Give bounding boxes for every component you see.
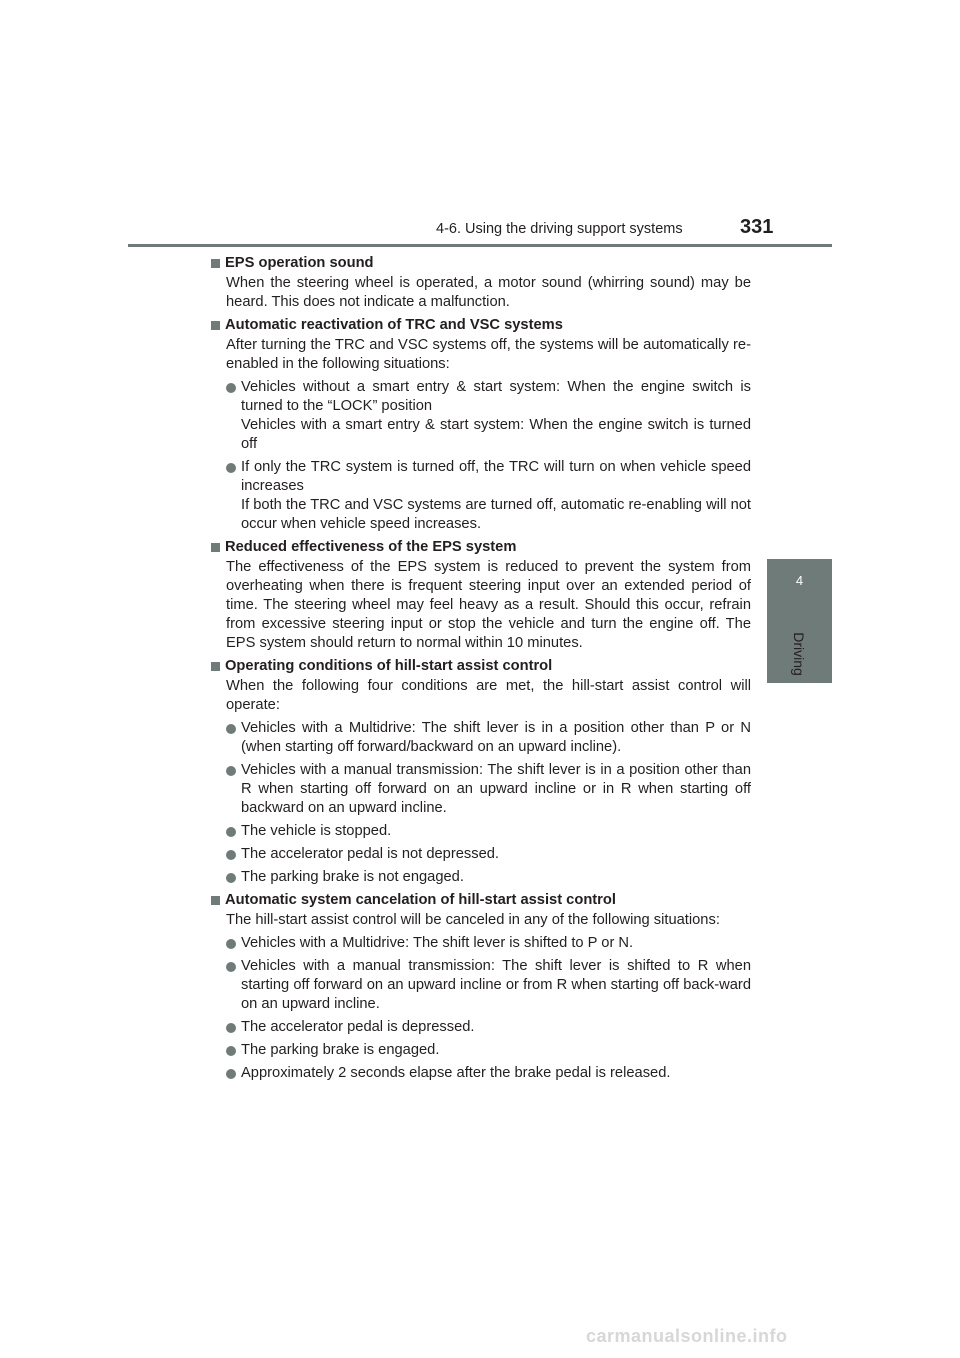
circle-bullet-icon: [226, 850, 236, 860]
section-heading: [210, 254, 751, 273]
list-item: [210, 1018, 751, 1037]
list-item: [210, 1041, 751, 1060]
square-bullet-icon: [211, 259, 220, 268]
section-title: 4-6. Using the driving support systems: [436, 221, 683, 237]
list-item-text: Vehicles with a Multidrive: The shift lever is in a position other than P or N (when starting off forward/backward on an upward incline).: [241, 720, 751, 755]
circle-bullet-icon: [226, 939, 236, 949]
list-item-text: If both the TRC and VSC systems are turned off, automatic re-enabling will not occur when vehicle speed increases.: [241, 497, 751, 532]
chapter-label: Driving: [791, 632, 807, 676]
circle-bullet-icon: [226, 827, 236, 837]
section-heading-text: Operating conditions of hill-start assist control: [225, 658, 553, 674]
section-heading-text: Reduced effectiveness of the EPS system: [225, 539, 517, 555]
section: [210, 316, 751, 534]
section: [210, 254, 751, 312]
section-paragraph: When the following four conditions are met, the hill-start assist control will operate:: [226, 678, 751, 713]
chapter-number: 4: [795, 573, 804, 588]
manual-content: [210, 254, 751, 1087]
circle-bullet-icon: [226, 724, 236, 734]
square-bullet-icon: [211, 896, 220, 905]
circle-bullet-icon: [226, 1069, 236, 1079]
section: [210, 538, 751, 653]
section-heading: [210, 891, 751, 910]
list-item-text: Vehicles without a smart entry & start system: When the engine switch is turned to the “LOCK” position: [241, 379, 751, 414]
section-heading: [210, 316, 751, 335]
list-item-text: Vehicles with a manual transmission: The shift lever is in a position other than R when starting off forward on an upward incline or in R when starting off backward on an upward incline.: [241, 762, 751, 816]
list-item: [210, 934, 751, 953]
list-item: [210, 868, 751, 887]
section-heading-text: Automatic system cancelation of hill-start assist control: [225, 892, 616, 908]
header-divider: [128, 244, 832, 247]
list-item-text: The parking brake is not engaged.: [241, 869, 464, 885]
list-item: [210, 822, 751, 841]
circle-bullet-icon: [226, 1046, 236, 1056]
list-item: [210, 957, 751, 1014]
section-heading: [210, 538, 751, 557]
list-item-text: The vehicle is stopped.: [241, 823, 392, 839]
list-item-text: The accelerator pedal is depressed.: [241, 1019, 475, 1035]
list-item-text: Vehicles with a Multidrive: The shift lever is shifted to P or N.: [241, 935, 634, 951]
list-item-text: Vehicles with a smart entry & start system: When the engine switch is turned off: [241, 417, 751, 452]
section-paragraph: When the steering wheel is operated, a motor sound (whirring sound) may be heard. This does not indicate a malfunction.: [226, 275, 751, 310]
page-number: 331: [740, 216, 774, 238]
section-paragraph: After turning the TRC and VSC systems off, the systems will be automatically re-enabled in the following situations:: [226, 337, 751, 372]
list-item: [210, 458, 751, 534]
section: [210, 891, 751, 1083]
watermark: carmanualsonline.info: [586, 1326, 788, 1346]
circle-bullet-icon: [226, 962, 236, 972]
section: [210, 657, 751, 887]
circle-bullet-icon: [226, 873, 236, 883]
section-paragraph: The effectiveness of the EPS system is reduced to prevent the system from overheating when there is frequent steering input over an extended period of time. The steering wheel may feel heavy as a result. Should this occur, refrain from excessive steering input or stop the vehicle and turn the engine off. The EPS system should return to normal within 10 minutes.: [226, 559, 751, 651]
list-item: [210, 719, 751, 757]
square-bullet-icon: [211, 662, 220, 671]
list-item-text: Approximately 2 seconds elapse after the brake pedal is released.: [241, 1065, 671, 1081]
list-item-text: The parking brake is engaged.: [241, 1042, 440, 1058]
list-item-text: If only the TRC system is turned off, the TRC will turn on when vehicle speed increases: [241, 459, 751, 494]
circle-bullet-icon: [226, 383, 236, 393]
section-paragraph: The hill-start assist control will be canceled in any of the following situations:: [226, 912, 720, 928]
list-item: [210, 378, 751, 454]
circle-bullet-icon: [226, 463, 236, 473]
list-item-text: The accelerator pedal is not depressed.: [241, 846, 499, 862]
list-item: [210, 845, 751, 864]
list-item-text: Vehicles with a manual transmission: The shift lever is shifted to R when starting off forward on an upward incline or from R when starting off back-ward on an upward incline.: [241, 958, 751, 1012]
square-bullet-icon: [211, 321, 220, 330]
section-heading-text: Automatic reactivation of TRC and VSC systems: [225, 317, 563, 333]
list-item: [210, 761, 751, 818]
square-bullet-icon: [211, 543, 220, 552]
list-item: [210, 1064, 751, 1083]
section-heading-text: EPS operation sound: [225, 255, 374, 271]
circle-bullet-icon: [226, 766, 236, 776]
circle-bullet-icon: [226, 1023, 236, 1033]
section-heading: [210, 657, 751, 676]
